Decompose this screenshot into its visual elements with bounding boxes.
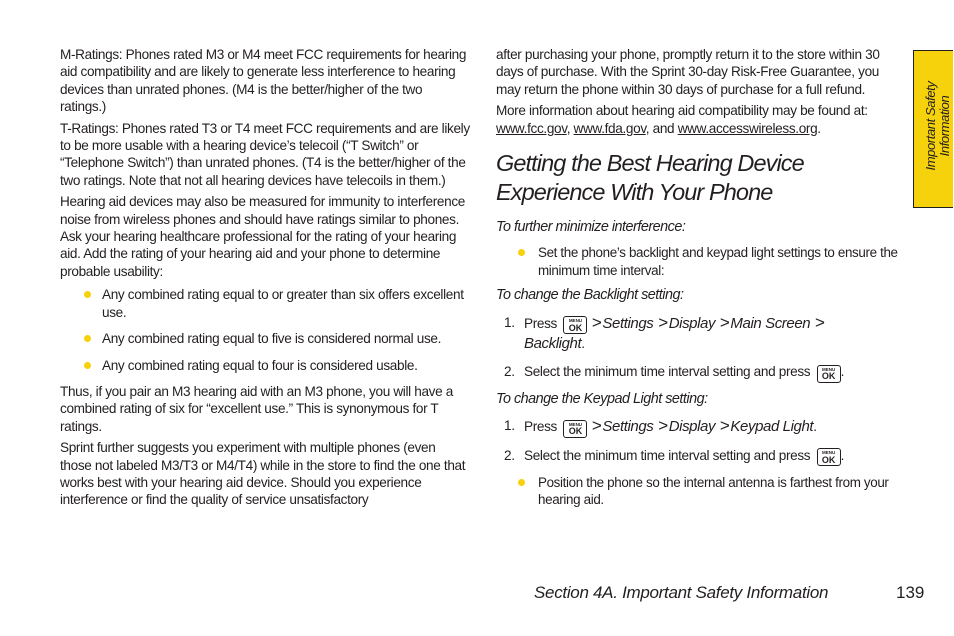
- step-number: 1.: [504, 314, 515, 330]
- list-item: 2. Select the minimum time interval setting and press MENU OK .: [504, 364, 845, 382]
- m-ratings-lead: M-Ratings:: [60, 47, 123, 62]
- list-item: [60, 330, 470, 347]
- bullet-text: Position the phone so the internal antenna is farthest from your hearing aid.: [538, 475, 889, 508]
- list-item: [496, 244, 906, 279]
- list-item: 2. Select the minimum time interval setting and press MENU OK .: [504, 447, 845, 465]
- chevron-right-icon: >: [658, 416, 668, 436]
- chevron-right-icon: >: [815, 312, 825, 332]
- bullet-dot-icon: [518, 249, 525, 256]
- section-tab: [913, 50, 953, 208]
- list-item: [60, 286, 470, 321]
- menu-ok-key-icon: MENU OK: [817, 365, 841, 383]
- bullet-text: Set the phone’s backlight and keypad light settings to ensure the minimum time interval:: [538, 245, 898, 278]
- bullet-dot-icon: [518, 479, 525, 486]
- sprint-paragraph: Sprint further suggests you experiment with multiple phones (even those not labeled M3/T3 or M4/T4) while in the store to find the one that works best with your hearing aid device. Should you experience interference or find the quality of service unsatisfactory: [60, 440, 466, 508]
- continued-paragraph: after purchasing your phone, promptly return it to the store within 30 days of purchase. With the Sprint 30-day Risk-Free Guarantee, you may return the phone within 30 days of purchase for a full refund.: [496, 47, 880, 97]
- accesswireless-link[interactable]: www.accesswireless.org: [677, 120, 818, 136]
- page-number: 139: [896, 583, 925, 602]
- separator-text: , and: [645, 120, 678, 136]
- menu-path: >Settings >Display >Keypad Light: [591, 416, 814, 436]
- menu-path: >Settings >Display >Main Screen > Backlight: [524, 312, 825, 353]
- chevron-right-icon: >: [719, 416, 730, 436]
- bullet-text: Any combined rating equal to four is considered usable.: [102, 357, 418, 373]
- antenna-bullet-list: [496, 474, 906, 509]
- step-number: 2.: [504, 364, 515, 380]
- step-number: 1.: [504, 418, 515, 434]
- list-item: 1. Press MENU OK >Settings >Display >Main Screen > Backlight.: [504, 312, 825, 353]
- t-ratings-lead: T-Ratings:: [60, 120, 119, 136]
- chevron-right-icon: >: [591, 312, 602, 332]
- left-column: [60, 46, 470, 513]
- fda-link[interactable]: www.fda.gov: [573, 120, 646, 136]
- bullet-text: Any combined rating equal to or greater than six offers excellent use.: [102, 287, 464, 320]
- section-heading: Getting the Best Hearing Device Experience With Your Phone: [496, 150, 804, 206]
- step-text: Select the minimum time interval setting and press: [524, 447, 811, 463]
- more-info-text: More information about hearing aid compatibility may be found at:: [496, 103, 868, 119]
- t-ratings-body: Phones rated T3 or T4 meet FCC requirements and are likely to be more usable with a hearing device’s telecoil (“T Switch” or “Telephone Switch”) than unrated phones. (T4 is the better/higher of the two ratings. Note that not all hearing devices have telecoils in them.): [60, 120, 470, 188]
- separator-text: ,: [566, 120, 574, 136]
- backlight-steps: [496, 313, 906, 383]
- list-item: [60, 357, 470, 374]
- chevron-right-icon: >: [591, 416, 602, 436]
- period-text: .: [817, 120, 821, 136]
- keypad-steps: [496, 416, 906, 466]
- keypad-subheading: To change the Keypad Light setting:: [496, 390, 708, 407]
- press-text: Press: [524, 419, 557, 435]
- right-column: [496, 46, 906, 517]
- bullet-text: Any combined rating equal to five is considered normal use.: [102, 331, 442, 347]
- step-number: 2.: [504, 447, 515, 463]
- m-ratings-body: Phones rated M3 or M4 meet FCC requirements for hearing aid compatibility and are likely to generate less interference to hearing devices than unrated phones. (M4 is the better/higher of the two ratings.): [60, 47, 467, 115]
- section-tab-label: Important Safety Information: [923, 81, 952, 171]
- list-item: 1. Press MENU OK >Settings >Display >Keypad Light.: [504, 416, 817, 437]
- chevron-right-icon: >: [719, 312, 730, 332]
- m-ratings-paragraph: [60, 46, 470, 116]
- bullet-dot-icon: [84, 335, 91, 342]
- pair-paragraph: Thus, if you pair an M3 hearing aid with an M3 phone, you will have a combined rating of six for “excellent use.” This is synonymous for T ratings.: [60, 383, 453, 434]
- fcc-link[interactable]: www.fcc.gov: [496, 120, 567, 136]
- more-info-paragraph: [496, 102, 906, 137]
- rating-bullet-list: [60, 286, 470, 374]
- menu-ok-key-icon: MENU OK: [563, 420, 587, 438]
- menu-ok-key-icon: MENU OK: [817, 448, 841, 466]
- bullet-dot-icon: [84, 291, 91, 298]
- t-ratings-paragraph: [60, 120, 470, 190]
- backlight-subheading: To change the Backlight setting:: [496, 287, 684, 304]
- bullet-dot-icon: [84, 362, 91, 369]
- step-text: Select the minimum time interval setting and press: [524, 364, 811, 380]
- minimize-subheading: To further minimize interference:: [496, 219, 686, 236]
- immunity-paragraph: Hearing aid devices may also be measured for immunity to interference noise from wireless phones and should have ratings similar to phones. Ask your hearing healthcare professional for the rating of your hearing aid. Add the rating of your hearing aid and your phone to determine probable usability:: [60, 194, 466, 279]
- list-item: [496, 474, 906, 509]
- footer-section-title: Section 4A. Important Safety Information: [534, 583, 829, 602]
- press-text: Press: [524, 315, 557, 331]
- menu-ok-key-icon: MENU OK: [563, 316, 587, 334]
- minimize-bullet-list: [496, 244, 906, 279]
- chevron-right-icon: >: [658, 312, 668, 332]
